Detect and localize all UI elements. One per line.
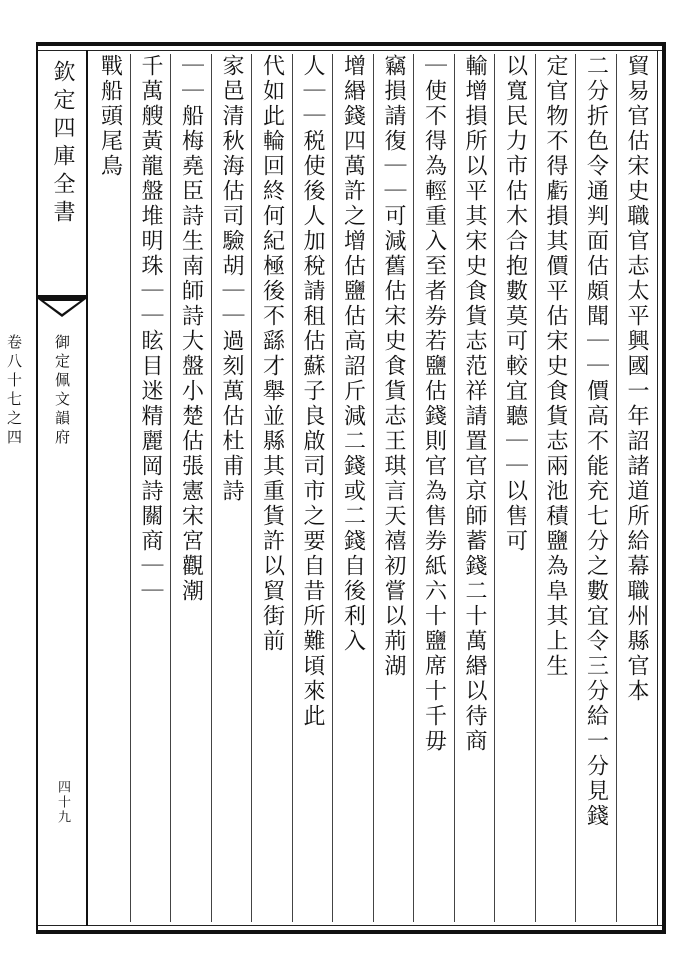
- text-column: 貿易官估宋史職官志太平興國一年詔諸道所給幕職州縣官本: [616, 54, 657, 922]
- text-column: 以寬民力市估木合抱數莫可較宜聽｜｜以售可: [494, 54, 535, 922]
- text-column: 家邑清秋海估司驗胡｜｜過刻萬估杜甫詩: [211, 54, 252, 922]
- text-column: ｜使不得為輕重入至者券若鹽估錢則官為售券紙六十鹽席十千毋: [413, 54, 454, 922]
- text-column: 定官物不得虧損其價平估宋史食貨志兩池積鹽為阜其上生: [535, 54, 576, 922]
- top-border-inner: [36, 50, 666, 51]
- text-column: 增緡錢四萬許之增估鹽估高詔斤減二錢或二錢自後利入: [332, 54, 373, 922]
- text-column: 戰船頭尾鳥: [97, 54, 123, 179]
- bottom-border: [36, 930, 666, 934]
- text-column: 千萬艘黃龍盤堆明珠｜｜眩目迷精麗岡詩關商｜｜: [130, 54, 171, 922]
- text-column: 人｜｜税使後人加稅請租估蘇子良啟司市之要自昔所難頃來此: [292, 54, 333, 922]
- right-border: [662, 42, 666, 934]
- text-column: 二分折色令通判面估頗聞｜｜價高不能充七分之數宜令三分給一分見錢: [575, 54, 616, 922]
- text-column: 代如此輪回終何紀極後不繇才舉並縣其重貨許以貿街前: [251, 54, 292, 922]
- right-border-inner: [657, 50, 658, 926]
- book-title: 御定佩文韻府 卷八十七之四: [5, 334, 71, 448]
- text-column: ｜｜船梅堯臣詩生南師詩大盤小楚估張憲宋宮觀潮: [170, 54, 211, 922]
- text-column: 竊損請復｜｜可減舊估宋史食貨志王琪言天禧初嘗以荊湖: [373, 54, 414, 922]
- collection-title: 欽定四庫全書: [50, 60, 75, 228]
- fishtail-mark-icon: [38, 295, 86, 319]
- bottom-border-inner: [36, 925, 666, 926]
- top-border: [36, 42, 666, 46]
- text-column: 輸增損所以平其宋史食貨志范祥請置官京師蓄錢二十萬緡以待商: [454, 54, 495, 922]
- text-body: [90, 54, 656, 922]
- page-number: 四十九: [55, 780, 70, 825]
- page-gutter: [5, 50, 88, 926]
